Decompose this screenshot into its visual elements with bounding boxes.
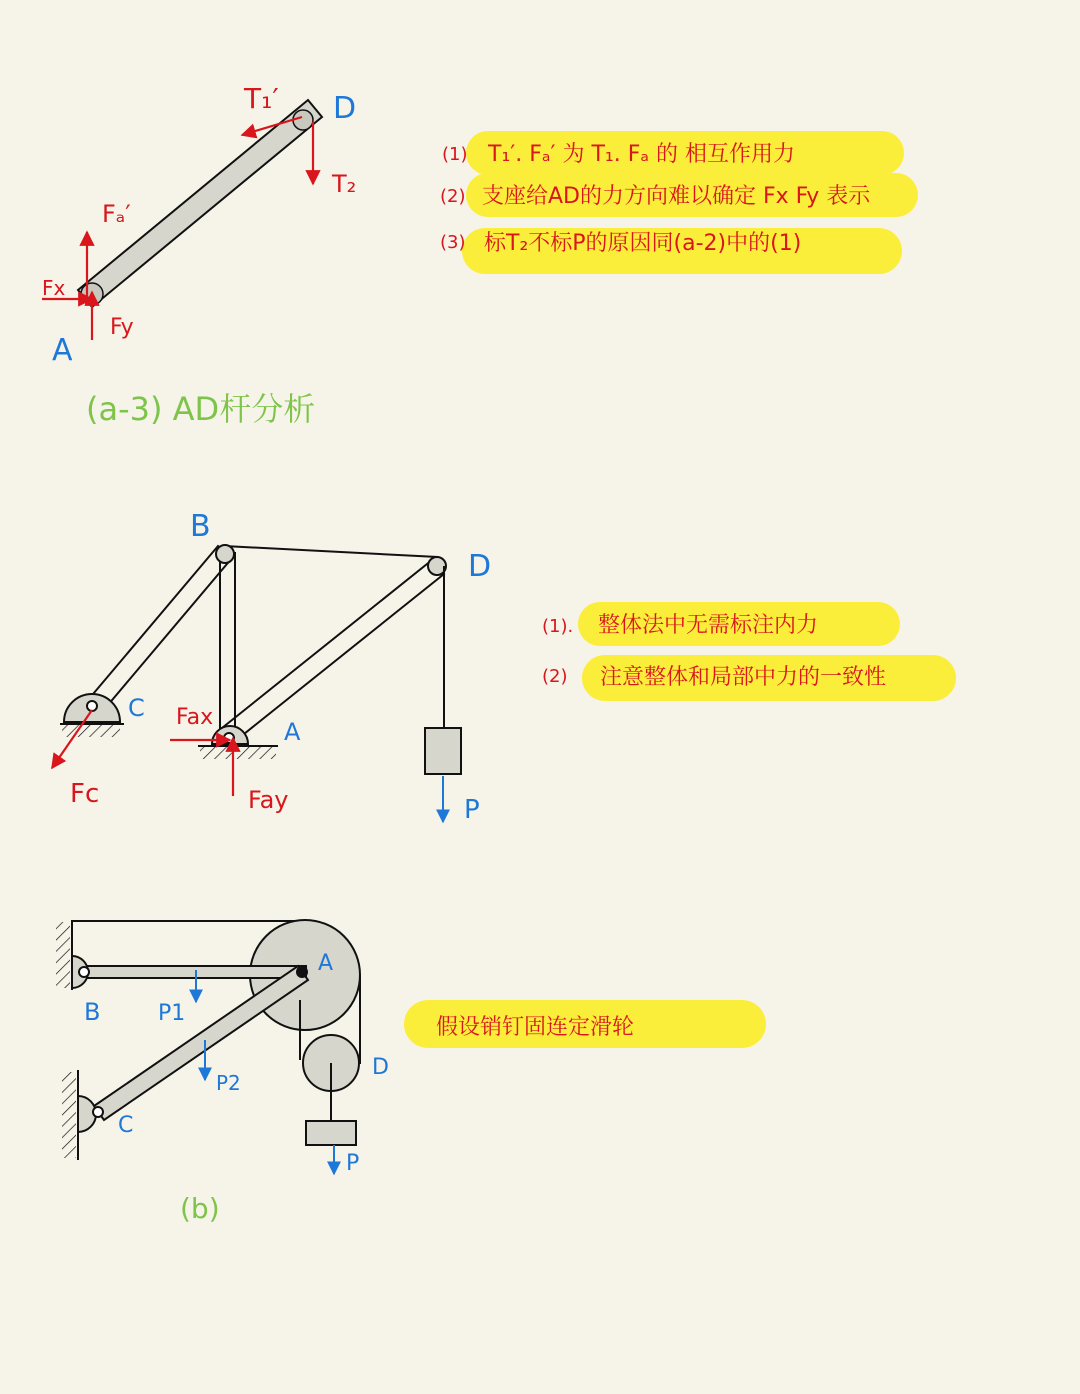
pin-c-fig-b [93, 1107, 103, 1117]
label-a-a3: A [52, 333, 73, 368]
label-fax: Fax [176, 705, 214, 730]
label-fap: Fₐ′ [102, 200, 131, 228]
label-c-whole: C [128, 694, 145, 722]
label-a-fig-b: A [318, 951, 334, 976]
label-p-fig-b: P [346, 1151, 360, 1176]
note-whole-2-text: 注意整体和局部中力的一致性 [600, 665, 887, 690]
label-fx: Fx [42, 276, 66, 300]
note-a3-3-text: 标T₂不标P的原因同(a-2)中的(1) [484, 231, 802, 256]
weight-block-fig-b [306, 1121, 356, 1145]
pin-b-fig-b [79, 967, 89, 977]
label-fc: Fc [70, 779, 100, 809]
caption-a3: (a-3) AD杆分析 [86, 390, 316, 428]
notes-a-whole [542, 602, 956, 701]
wall-b-bottom-hatch [62, 1072, 76, 1158]
label-p1: P1 [158, 1001, 186, 1026]
figure-a3 [42, 82, 356, 428]
bar-ab [220, 553, 235, 735]
note-whole-1-num: (1). [542, 616, 574, 637]
label-d-fig-b: D [372, 1055, 389, 1080]
label-p2: P2 [216, 1071, 241, 1095]
wall-b-top-hatch [56, 922, 70, 988]
label-d-a3: D [333, 91, 357, 126]
label-fay: Fay [248, 786, 289, 814]
label-c-fig-b: C [118, 1113, 134, 1138]
note-a3-2-text: 支座给AD的力方向难以确定 Fx Fy 表示 [482, 184, 871, 209]
label-a-whole: A [284, 718, 301, 746]
notes-a3 [440, 131, 918, 274]
pin-a-fig-b [296, 966, 308, 978]
bar-ad-whole [222, 560, 444, 742]
weight-block [425, 728, 461, 774]
figure-a-whole [52, 509, 491, 825]
note-whole-1-text: 整体法中无需标注内力 [598, 613, 819, 638]
note-a3-1-text: T₁′. Fₐ′ 为 T₁. Fₐ 的 相互作用力 [488, 142, 795, 167]
label-t1p: T₁′ [244, 82, 279, 115]
label-b-fig-b: B [84, 998, 101, 1026]
pin-b [216, 545, 234, 563]
note-a3-2-num: (2) [440, 186, 466, 207]
label-b-whole: B [190, 509, 211, 544]
rope-bd [224, 546, 438, 557]
ground-a-hatch [200, 747, 276, 759]
caption-b: (b) [180, 1192, 220, 1225]
notes-b [404, 1000, 766, 1048]
pin-d [293, 110, 313, 130]
label-t2: T₂ [332, 170, 357, 198]
note-b-text: 假设销钉固连定滑轮 [436, 1015, 635, 1040]
bar-ca [94, 966, 308, 1120]
note-a3-3-num: (3) [440, 232, 466, 253]
label-p-whole: P [464, 795, 480, 825]
note-whole-2-num: (2) [542, 666, 568, 687]
bar-cb [88, 546, 232, 712]
label-d-whole: D [468, 549, 492, 584]
figure-b [56, 920, 389, 1225]
ground-c-hatch [62, 725, 120, 737]
pin-c [87, 701, 97, 711]
note-a3-1-num: (1) [442, 144, 468, 165]
label-fy: Fy [110, 315, 134, 340]
